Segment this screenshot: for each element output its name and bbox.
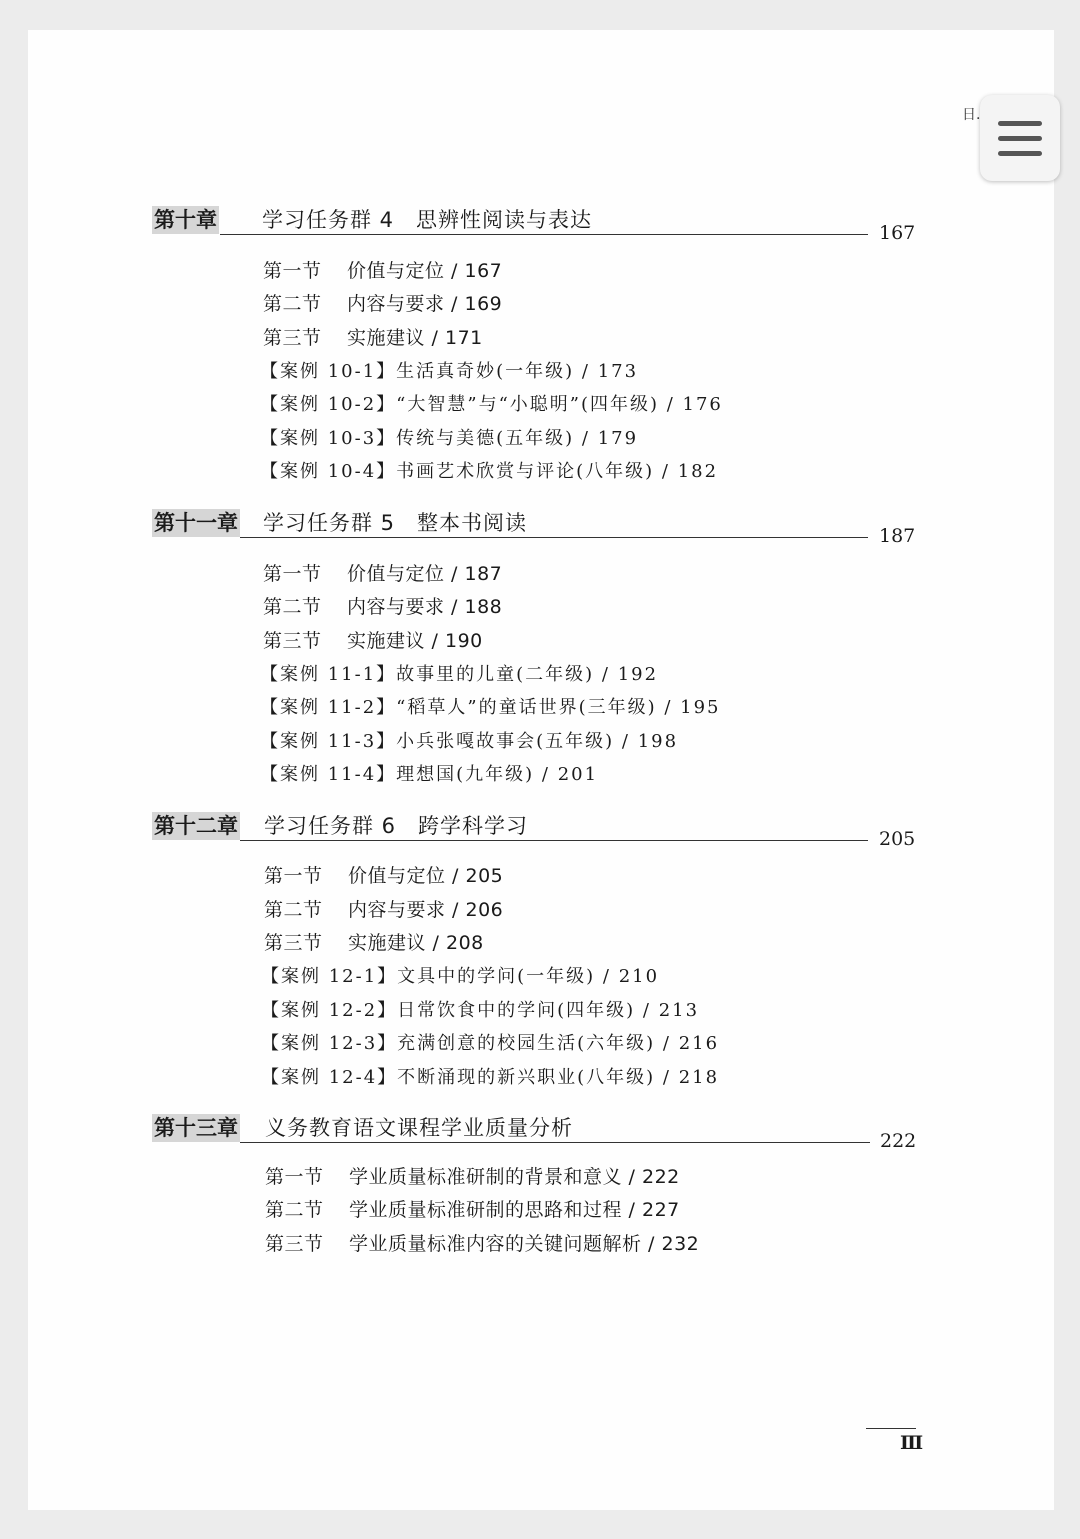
toc-entry[interactable] [265,1164,680,1190]
section-label: 第一节 [263,563,322,585]
section-label: 第一节 [264,865,323,887]
chapter-number: 第十三章 [154,1116,238,1140]
toc-entry[interactable] [265,1197,680,1223]
hamburger-icon [998,121,1042,126]
folio-rule [866,1428,916,1429]
toc-entry[interactable] [265,1231,699,1257]
page-number: Ⅲ [900,1432,924,1454]
entry-text: 内容与要求 / 206 [348,899,504,921]
toc-case-entry[interactable]: 【案例 10-1】生活真奇妙(一年级) / 173 [260,361,639,382]
toc-case-entry[interactable]: 【案例 11-3】小兵张嘎故事会(五年级) / 198 [260,731,679,752]
chapter-heading [152,812,916,850]
entry-text: 价值与定位 / 167 [347,260,503,282]
chapter-number: 第十一章 [154,511,238,535]
toc-case-entry[interactable]: 【案例 10-4】书画艺术欣赏与评论(八年级) / 182 [260,461,719,482]
toc-case-entry[interactable]: 【案例 11-4】理想国(九年级) / 201 [260,764,599,785]
entry-text: 实施建议 / 190 [347,630,483,652]
chapter-heading [152,509,916,547]
toc-case-entry[interactable]: 【案例 12-1】文具中的学问(一年级) / 210 [261,966,660,987]
toc-case-entry[interactable]: 【案例 10-3】传统与美德(五年级) / 179 [260,428,639,449]
entry-text: 学业质量标准内容的关键问题解析 / 232 [349,1233,700,1255]
toc-case-entry[interactable]: 【案例 12-3】充满创意的校园生活(六年级) / 216 [261,1033,720,1054]
chapter-number: 第十二章 [154,814,238,838]
hamburger-icon [998,136,1042,141]
toc-entry[interactable] [263,561,502,587]
entry-text: 学业质量标准研制的思路和过程 / 227 [349,1199,680,1221]
chapter-page: 205 [879,828,916,850]
entry-text: 学业质量标准研制的背景和意义 / 222 [349,1166,680,1188]
section-label: 第二节 [263,596,322,618]
entry-text: 内容与要求 / 188 [347,596,503,618]
running-header: 日. [962,107,981,123]
toc-case-entry[interactable]: 【案例 12-2】日常饮食中的学问(四年级) / 213 [261,1000,700,1021]
toc-case-entry[interactable]: 【案例 11-2】“稻草人”的童话世界(三年级) / 195 [260,697,721,718]
chapter-heading [152,1114,917,1152]
toc-entry[interactable] [263,325,483,351]
chapter-title: 学习任务群 5 整本书阅读 [263,511,528,535]
toc-case-entry[interactable]: 【案例 10-2】“大智慧”与“小聪明”(四年级) / 176 [260,394,723,415]
toc-entry[interactable] [263,258,502,284]
toc-entry[interactable] [263,291,502,317]
section-label: 第三节 [263,327,322,349]
toc-entry[interactable] [263,628,483,654]
section-label: 第三节 [264,932,323,954]
entry-text: 价值与定位 / 187 [347,563,503,585]
chapter-rule [240,1142,870,1143]
section-label: 第一节 [265,1166,324,1188]
section-label: 第一节 [263,260,322,282]
chapter-page: 167 [879,222,916,244]
menu-button[interactable] [980,95,1060,181]
chapter-title: 学习任务群 6 跨学科学习 [264,814,529,838]
chapter-heading [152,206,916,244]
entry-text: 价值与定位 / 205 [348,865,504,887]
chapter-rule [240,840,868,841]
hamburger-icon [998,151,1042,156]
chapter-page: 222 [880,1130,917,1152]
toc-entry[interactable] [264,863,503,889]
section-label: 第二节 [265,1199,324,1221]
section-label: 第三节 [265,1233,324,1255]
toc-entry[interactable] [264,897,503,923]
chapter-title: 学习任务群 4 思辨性阅读与表达 [262,208,593,232]
chapter-page: 187 [879,525,916,547]
chapter-rule [240,537,868,538]
section-label: 第二节 [264,899,323,921]
chapter-rule [220,234,868,235]
toc-entry[interactable] [264,930,484,956]
toc-entry[interactable] [263,594,502,620]
toc-case-entry[interactable]: 【案例 12-4】不断涌现的新兴职业(八年级) / 218 [261,1067,720,1088]
entry-text: 实施建议 / 171 [347,327,483,349]
chapter-title: 义务教育语文课程学业质量分析 [265,1116,573,1140]
entry-text: 实施建议 / 208 [348,932,484,954]
chapter-number: 第十章 [154,208,217,232]
section-label: 第二节 [263,293,322,315]
entry-text: 内容与要求 / 169 [347,293,503,315]
toc-case-entry[interactable]: 【案例 11-1】故事里的儿童(二年级) / 192 [260,664,659,685]
section-label: 第三节 [263,630,322,652]
